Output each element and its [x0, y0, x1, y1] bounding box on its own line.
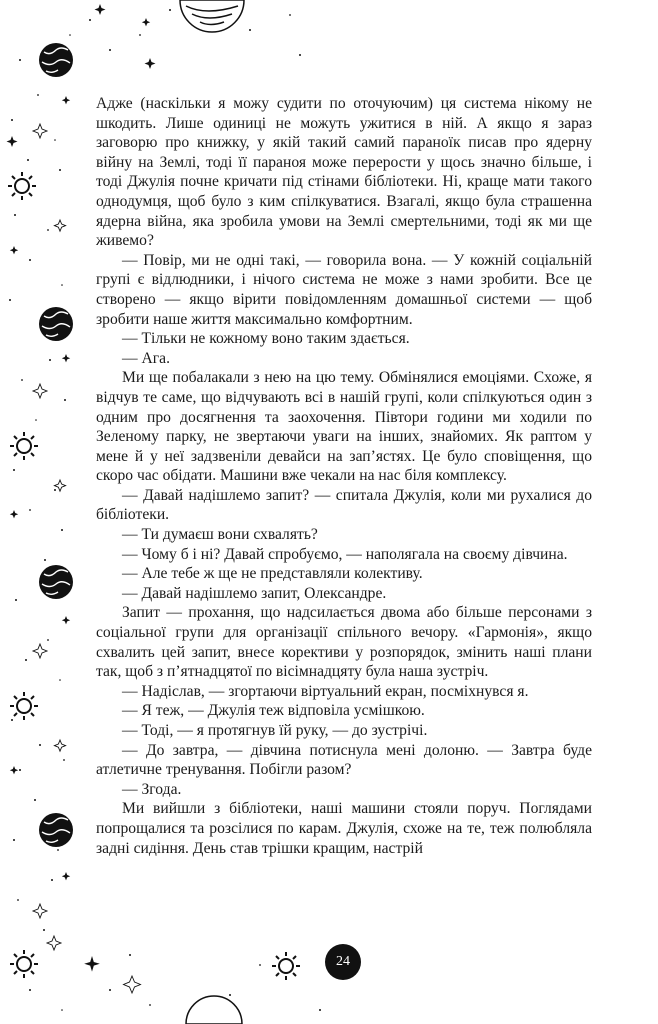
paragraph: — Я теж, — Джулія теж відповіла усмішкою. — [122, 702, 425, 720]
planet-icon — [186, 996, 242, 1024]
paragraph: — Давай надішлемо запит? — спитала Джулія, коли ми рухалися до бібліотеки. — [96, 486, 592, 524]
sun-icon — [10, 950, 38, 978]
paragraph: — Тільки не кожному воно таким здається. — [122, 330, 410, 348]
sun-icon — [272, 952, 300, 980]
planet-icon — [39, 813, 73, 847]
planet-icon — [39, 307, 73, 341]
paragraph: — Ага. — [122, 349, 170, 367]
page-number-badge: 24 — [325, 944, 361, 980]
paragraph: — Давай надішлемо запит, Олександре. — [122, 584, 387, 602]
paragraph: — До завтра, — дівчина потиснула мені долоню. — Завтра буде атлетичне тренування. Побігли разом? — [96, 741, 592, 779]
paragraph: Запит — прохання, що надсилається двома або більше персонами з соціальної групи для організації спільного вечору. «Гармонія», якщо схвалить цей запит, внесе корективи у розпорядок, змінить наші плани так, щоб з п’ятнадцятої по вісімнадцяту була наша зустріч. — [96, 604, 592, 681]
planet-icon — [39, 565, 73, 599]
paragraph: — Тоді, — я протягнув їй руку, — до зустрічі. — [122, 722, 428, 739]
paragraph: — Але тебе ж ще не представляли колективу. — [122, 565, 423, 583]
sun-icon — [10, 432, 38, 460]
planet-icon — [39, 43, 73, 77]
paragraph: — Повір, ми не одні такі, — говорила вона. — У кожній соціальній групі є відлюдники, і нічого система не може з нами зробити. Все це створено — якщо вірити повідомленням домашньої системи — щоб зробити наше життя максимально комфортним. — [96, 251, 592, 328]
paragraph: Ми вийшли з бібліотеки, наші машини стояли поруч. Поглядами попрощалися та розсілися по карам. Джулія, схоже на те, теж полюбляла задні сидіння. День став трішки кращим, настрій — [96, 800, 592, 857]
sun-icon — [10, 692, 38, 720]
paragraph: Адже (наскільки я можу судити по оточуючим) ця система нікому не шкодить. Лише одиниці не можуть ужитися в ній. А якщо я зараз заговорю про книжку, у якій такий самий параноїк писав про ядерну війну на Землі, тоді її параноя може перерости у щось значно більше, і тоді Джулія почне кричати під стінами бібліотеки. Ні, краще мати такого однодумця, щоб було з ким спілкуватися. Взагалі, якщо була страшенна ядерна війна, яка зробила умови на Землі смертельними, тоді як ми ще живемо? — [96, 95, 592, 250]
sun-icon — [8, 172, 36, 200]
body-text — [96, 94, 592, 858]
paragraph: Ми ще побалакали з нею на цю тему. Обмінялися емоціями. Схоже, я відчув те саме, що відчувають всі в нашій групі, коли спілкуються один з одним про досягнення та заохочення. Півтори години ми ходили по Зеленому парку, не звертаючи уваги на інших, знайомих. Як раптом у мене й у неї задзвеніли девайси на зап’ястях. Це було сповіщення, що скоро час обідати. Машини вже чекали на нас біля комплексу. — [96, 369, 592, 485]
paragraph: — Надіслав, — згортаючи віртуальний екран, посміхнувся я. — [122, 682, 529, 700]
paragraph: — Чому б і ні? Давай спробуємо, — наполягала на своєму дівчина. — [122, 545, 568, 563]
paragraph: — Ти думаєш вони схвалять? — [122, 526, 318, 544]
planet-icon — [180, 0, 244, 32]
paragraph: — Згода. — [122, 780, 182, 798]
